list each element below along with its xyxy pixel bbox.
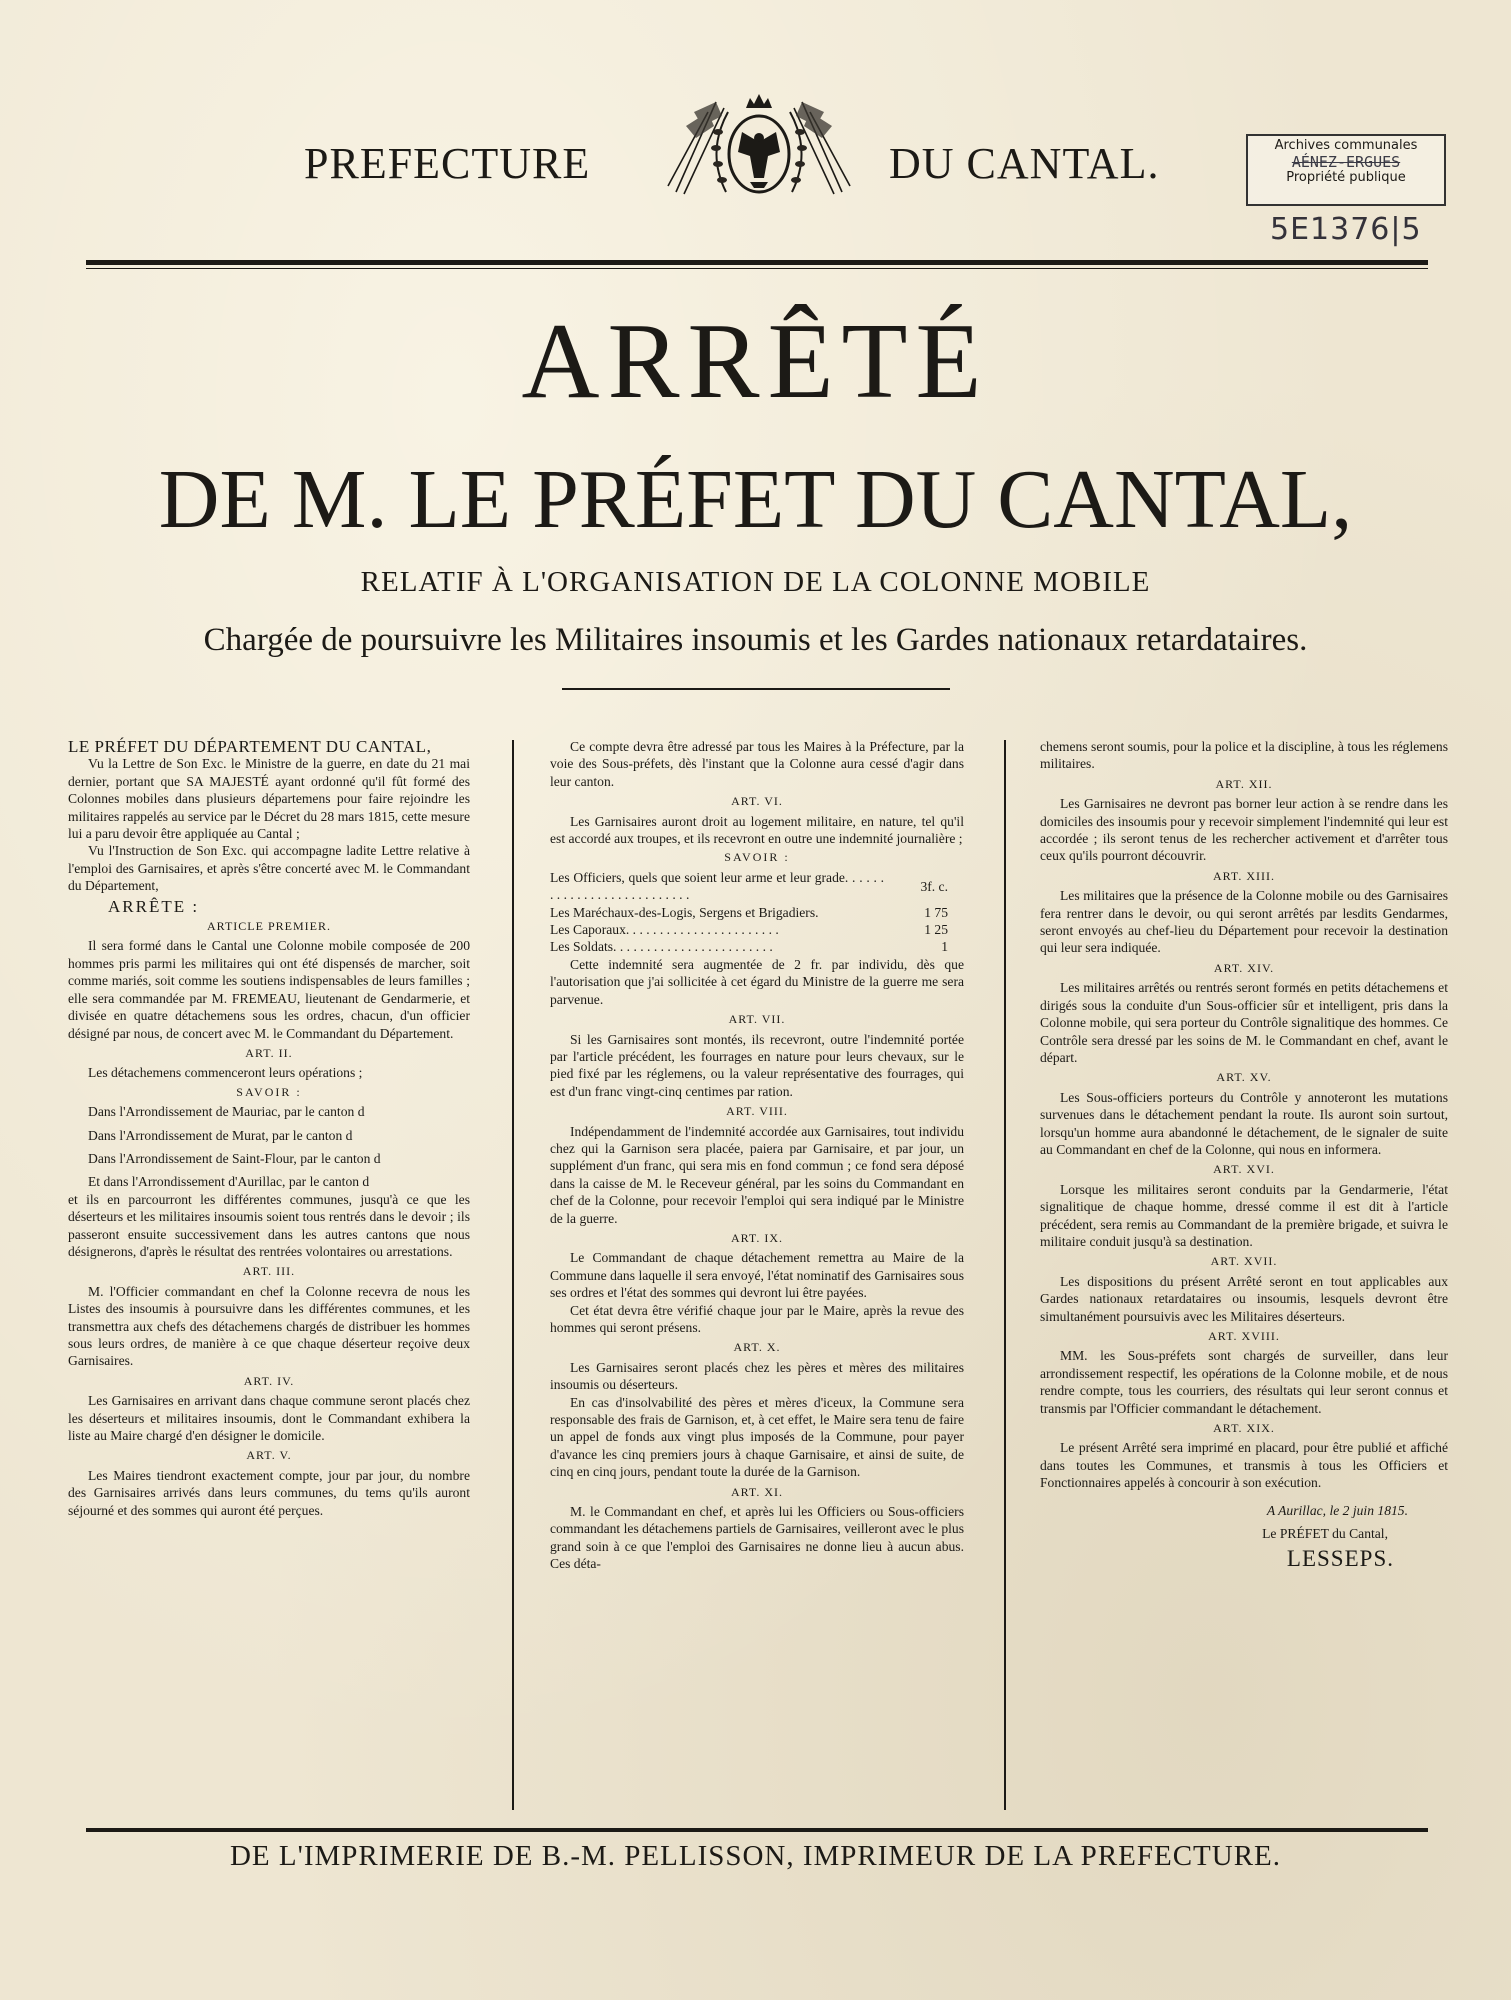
article-text: Les Garnisaires auront droit au logement militaire, en nature, tel qu'il est accordé aux troupes, et ils recevront en outre une indemnité journalière ; <box>550 813 964 847</box>
article-text: Le Commandant de chaque détachement remettra au Maire de la Commune dans laquelle il sera envoyé, l'état nominatif des Garnisaires sous ses ordres et l'état des sommes qui devront lui être payées. <box>550 1250 964 1301</box>
rank-value: 1 <box>941 939 948 955</box>
column-3 <box>1040 738 1448 1572</box>
article-text: Les détachemens commenceront leurs opérations ; <box>88 1065 363 1081</box>
rank-label: Les Maréchaux-des-Logis, Sergens et Brigadiers. <box>550 904 819 920</box>
article-label: ART. XIII. <box>1212 868 1276 883</box>
top-rule-thin <box>86 268 1428 269</box>
rank-label: Les Soldats. . . . . . . . . . . . . . . . . . . . . . . . <box>550 939 773 955</box>
printer-footer: DE L'IMPRIMERIE DE B.-M. PELLISSON, IMPRIMEUR DE LA PREFECTURE. <box>229 1840 1282 1872</box>
article-label: ART. II. <box>245 1045 293 1060</box>
article-text: MM. les Sous-préfets sont chargés de surveiller, dans leur arrondissement respectif, les opérations de la Colonne mobile, et de nous rendre compte, tous les courriers, des résultats qui leur seront connus et transmis par l'Officier commandant le détachement. <box>1040 1348 1448 1416</box>
article-label: ART. IX. <box>730 1230 784 1245</box>
article-label: ART. III. <box>242 1264 296 1279</box>
article-label: ART. XIX. <box>1213 1421 1275 1436</box>
article-label: ART. VII. <box>728 1012 786 1027</box>
middle-rule <box>562 688 950 690</box>
signer-name: LESSEPS. <box>1286 1546 1394 1572</box>
article-label: ART. XVIII. <box>1208 1329 1280 1343</box>
signature-date: A Aurillac, le 2 juin 1815. <box>1266 1502 1408 1518</box>
title-chargee: Chargée de poursuivre les Militaires insoumis et les Gardes nationaux retardataires. <box>203 622 1308 658</box>
article-label: ART. XVI. <box>1213 1162 1275 1177</box>
header-right: DU CANTAL. <box>889 139 1160 188</box>
rank-value: 3f. c. <box>920 878 948 894</box>
arrondissement-line: Dans l'Arrondissement de Saint-Flour, par le canton d <box>88 1150 381 1166</box>
arrete-heading: ARRÊTE : <box>108 896 200 916</box>
article-text: Les dispositions du présent Arrêté seront en tout applicables aux Gardes nationaux retardataires ou insoumis, lesquels devront être simultanément poursuivis avec les Militaires déserteurs. <box>1040 1273 1448 1324</box>
stamp-line-1: Archives communales <box>1274 138 1418 153</box>
article-text: et ils en parcourront les différentes communes, jusqu'à ce que les déserteurs et les militaires insoumis soient tous rentrés dans le devoir ; ils passeront ensuite successivement dans les autres cantons que nous désignerons, d'après le résultat des rentrées volontaires ou arrestations. <box>68 1191 470 1259</box>
header-left: PREFECTURE <box>304 139 591 188</box>
column-1 <box>68 738 470 1519</box>
top-rule <box>86 260 1428 265</box>
article-text: En cas d'insolvabilité des pères et mères d'iceux, la Commune sera responsable des frais de Garnison, et, à cet effet, le Maire sera tenu de faire un appel de fonds aux vingt plus imposés de la Commune, pour payer d'avance les cinq premiers jours à chaque Garnisaire, et ainsi de suite, de cinq en cinq jours, pendant toute la durée de la Garnison. <box>550 1394 964 1480</box>
stamp-handwritten: AÉNEZ-ERGUES <box>1291 153 1401 171</box>
rank-value: 1 25 <box>924 922 948 938</box>
article-label: ART. X. <box>733 1340 781 1355</box>
rank-value: 1 75 <box>924 904 948 920</box>
paragraph: Vu l'Instruction de Son Exc. qui accompagne ladite Lettre relative à l'emploi des Garnisaires, et après s'être concerté avec M. le Commandant du Département, <box>68 843 470 894</box>
article-text: Les militaires que la présence de la Colonne mobile ou des Garnisaires fera rentrer dans le devoir, ou qui seront arrêtés par lesdits Gendarmes, seront envoyés au chef-lieu du Département pour recevoir la destination qui leur sera indiquée. <box>1040 888 1448 956</box>
savoir-label: SAVOIR : <box>724 850 790 865</box>
article-text: Si les Garnisaires sont montés, ils recevront, outre l'indemnité portée par l'article précédent, les fourrages en nature pour leurs chevaux, sur le pied fixé par les réglemens, ou la valeur représentative des fourrages, qui est d'un franc vingt-cinq centimes par ration. <box>550 1031 964 1099</box>
article-text: Cet état devra être vérifié chaque jour par le Maire, après la revue des hommes qui seront présens. <box>550 1302 964 1335</box>
article-text: M. le Commandant en chef, et après lui les Officiers ou Sous-officiers commandant les détachemens partiels de Garnisaires, veilleront avec le plus grand soin à ce que l'emploi des Garnisaires ne donne lieu à aucun abus. Ces déta- <box>550 1504 964 1572</box>
lead-prefet: LE PRÉFET DU DÉPARTEMENT DU CANTAL, <box>68 737 432 756</box>
article-label: ARTICLE PREMIER. <box>207 919 331 934</box>
paragraph: Ce compte devra être adressé par tous les Maires à la Préfecture, par la voie des Sous-préfets, dès l'instant que la Colonne aura cessé d'agir dans leur canton. <box>550 739 964 789</box>
article-label: ART. XI. <box>730 1484 784 1499</box>
title-arrete: ARRÊTÉ <box>521 302 990 421</box>
article-label: ART. VI. <box>731 794 783 809</box>
indemnity-table <box>550 869 964 956</box>
paragraph: Vu la Lettre de Son Exc. le Ministre de la guerre, en date du 21 mai dernier, portant que SA MAJESTÉ ayant ordonné qu'il fût formé des Colonnes mobiles dans plusieurs départemens pour faire rejoindre les militaires rappelés au service par le Décret du 28 mars 1815, cette mesure lui a paru devoir être appliquée au Cantal ; <box>68 756 470 842</box>
article-text: M. l'Officier commandant en chef la Colonne recevra de nous les Listes des insoumis à poursuivre dans les différentes communes, et les transmettra aux chefs des détachemens chargés de distribuer les hommes sous leurs ordres, de manière à ce que chaque déserteur reçoive deux Garnisaires. <box>68 1283 470 1369</box>
imperial-eagle-emblem-icon <box>646 82 872 212</box>
article-label: ART. XIV. <box>1213 960 1275 975</box>
savoir-label: SAVOIR : <box>236 1084 302 1099</box>
shelfmark: 5E1376|5 <box>1270 212 1422 247</box>
arrondissement-line: Dans l'Arrondissement de Murat, par le canton d <box>88 1127 353 1143</box>
article-label: ART. XII. <box>1215 776 1273 791</box>
table-row <box>550 869 964 904</box>
article-label: ART. XV. <box>1216 1070 1272 1085</box>
column-2 <box>550 738 964 1573</box>
stamp-line-2: Propriété publique <box>1286 170 1406 185</box>
rank-label: Les Caporaux. . . . . . . . . . . . . . . . . . . . . . . <box>550 922 779 938</box>
article-text: Les Sous-officiers porteurs du Contrôle y annoteront les mutations survenues dans le détachement pendant la route. Ils auront soin surtout, lorsqu'un homme aura abandonné le détachement, de le signaler de suite au Commandant en chef de la Colonne, qui nous en informera. <box>1040 1089 1448 1157</box>
article-text: Les militaires arrêtés ou rentrés seront formés en petits détachemens et dirigés sous la conduite d'un Sous-officier sûr et intelligent, pris dans la Colonne mobile, qui sera porteur du Contrôle signalitique des hommes. Ce Contrôle sera dressé par les soins de M. le Commandant en chef, avant le départ. <box>1040 980 1448 1065</box>
article-text: Le présent Arrêté sera imprimé en placard, pour être publié et affiché dans toutes les Communes, et transmis à tous les Officiers et Fonctionnaires appelés à concourir à son exécution. <box>1040 1440 1448 1491</box>
article-text: Lorsque les militaires seront conduits par la Gendarmerie, l'état signalitique de chaque homme, dressé comme il est dit à l'article précédent, sera remis au Commandant de la première brigade, et suivra le militaire conduit jusqu'à sa destination. <box>1040 1181 1448 1249</box>
article-label: ART. XVII. <box>1210 1254 1278 1269</box>
archive-stamp <box>1246 134 1446 206</box>
title-relatif: RELATIF À L'ORGANISATION DE LA COLONNE MOBILE <box>360 566 1151 598</box>
article-label: ART. VIII. <box>726 1104 788 1119</box>
title-prefet: DE M. LE PRÉFET DU CANTAL, <box>158 453 1353 546</box>
article-text: Les Garnisaires ne devront pas borner leur action à se rendre dans les domiciles des insoumis pour y recevoir simplement l'indemnité qui leur est accordée ; ils seront tenus de les rechercher activement et d'arrêter tous ceux qu'ils pourront découvrir. <box>1040 796 1448 864</box>
rank-label: Les Officiers, quels que soient leur arme et leur grade. . . . . . . . . . . . . . . . . . . . . . . . . . . <box>550 869 884 903</box>
article-text: Les Garnisaires en arrivant dans chaque commune seront placés chez les déserteurs et militaires insoumis, dont le Commandant exhibera la liste au Maire chargé d'en désigner le domicile. <box>68 1393 470 1444</box>
column-divider-1 <box>512 740 514 1810</box>
article-label: ART. IV. <box>243 1373 295 1388</box>
table-row <box>550 938 964 955</box>
article-label: ART. V. <box>246 1448 292 1463</box>
arrondissement-line: Dans l'Arrondissement de Mauriac, par le canton d <box>88 1104 365 1120</box>
table-row <box>550 921 964 938</box>
bottom-rule <box>86 1828 1428 1832</box>
article-text: Il sera formé dans le Cantal une Colonne mobile composée de 200 hommes pris parmi les militaires qui ont été dispensés de marcher, soit comme mariés, soit comme les soutiens indispensables de leurs familles ; elle sera commandée par M. FREMEAU, lieutenant de Gendarmerie, et divisée en quatre détachemens sous les ordres, chacun, d'un officier désigné par nous, de concert avec M. le Commandant du Département. <box>68 938 470 1041</box>
article-text: Les Maires tiendront exactement compte, jour par jour, du nombre des Garnisaires arrivés dans leurs communes, du tems qu'ils auront séjourné et des sommes qui auront été perçues. <box>68 1467 470 1518</box>
column-divider-2 <box>1004 740 1006 1810</box>
article-text: Indépendamment de l'indemnité accordée aux Garnisaires, tout individu chez qui la Garnison sera placée, paiera par Garnisaire, et par jour, un supplément d'un franc, qui sera mis en fond commun ; ce fond sera déposé dans la caisse de M. le Receveur général, par les soins du Commandant en chef de la Colonne, pour recevoir l'emploi qui sera indiqué par le Ministre de la guerre. <box>550 1123 964 1226</box>
paragraph: chemens seront soumis, pour la police et la discipline, à tous les réglemens militaires. <box>1040 739 1448 772</box>
arrondissement-line: Et dans l'Arrondissement d'Aurillac, par le canton d <box>88 1174 370 1190</box>
article-text: Les Garnisaires seront placés chez les pères et mères des militaires insoumis ou déserteurs. <box>550 1359 964 1393</box>
paragraph: Cette indemnité sera augmentée de 2 fr. par individu, dès que l'autorisation que j'ai sollicitée à cet égard du Ministre de la guerre me sera parvenue. <box>550 956 964 1007</box>
table-row <box>550 904 964 921</box>
signer-title: Le PRÉFET du Cantal, <box>1262 1526 1388 1542</box>
